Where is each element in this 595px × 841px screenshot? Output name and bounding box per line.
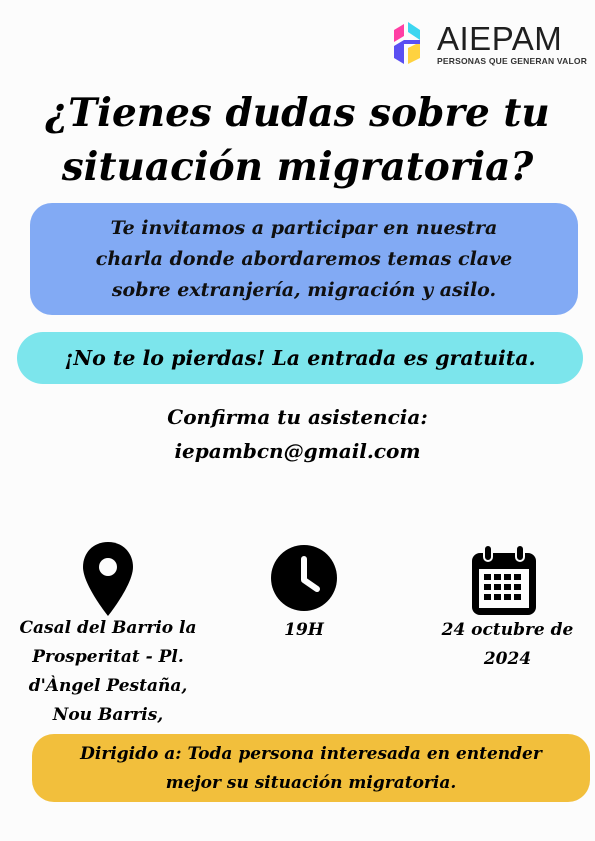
aiepam-logo [390, 20, 588, 70]
calendar-icon [468, 543, 540, 619]
contact-email[interactable]: iepambcn@gmail.com [174, 439, 421, 463]
confirm-label: Confirma tu asistencia: [167, 405, 428, 429]
date-line-2: 2024 [483, 649, 532, 669]
location-text [0, 614, 216, 730]
audience-line-2: mejor su situación migratoria. [165, 773, 457, 793]
time-text: 19H [284, 620, 324, 640]
logo-tagline: PERSONAS QUE GENERAN VALOR [437, 56, 588, 66]
location-line-1: Casal del Barrio la [19, 618, 197, 638]
intro-line-2: charla donde abordaremos temas clave [95, 248, 513, 270]
audience-line-1: Dirigido a: Toda persona interesada en entender [80, 744, 542, 764]
location-line-3: d'Àngel Pestaña, [28, 676, 188, 696]
date-line-1: 24 octubre de [441, 620, 574, 640]
headline-line-2: situación migratoria? [61, 144, 534, 190]
intro-line-1: Te invitamos a participar en nuestra [110, 217, 498, 239]
location-line-4: Nou Barris, [52, 705, 164, 725]
headline-line-1: ¿Tienes dudas sobre tu [45, 90, 550, 136]
logo-name: AIEPAM [437, 20, 563, 57]
clock-icon [271, 545, 337, 611]
aiepam-logo-mark-icon [390, 20, 430, 68]
date-text [420, 616, 595, 674]
intro-line-3: sobre extranjería, migración y asilo. [111, 279, 497, 301]
intro-box [30, 203, 578, 315]
audience-box [32, 734, 590, 802]
free-entry-banner: ¡No te lo pierdas! La entrada es gratuita. [17, 332, 583, 384]
location-pin-icon [81, 540, 135, 620]
location-line-2: Prosperitat - Pl. [32, 647, 184, 667]
